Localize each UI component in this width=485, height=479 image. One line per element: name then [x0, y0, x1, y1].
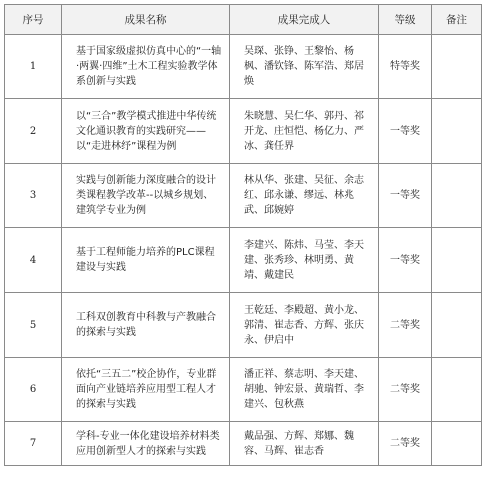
row-remarks [432, 99, 482, 164]
row-serial-number: 3 [5, 164, 62, 228]
row-serial-number: 1 [5, 35, 62, 99]
row-contributors [230, 358, 379, 422]
table-row [5, 164, 482, 228]
row-contributors [230, 35, 379, 99]
table-row [5, 358, 482, 422]
row-serial-number: 2 [5, 99, 62, 164]
header-grade: 等级 [379, 5, 432, 35]
row-remarks [432, 358, 482, 422]
result-name-text: 基于工程师能力培养的PLC课程建设与实践 [76, 247, 215, 273]
award-results-table [4, 4, 482, 466]
table-row [5, 293, 482, 358]
table-row [5, 99, 482, 164]
table-row [5, 228, 482, 293]
table-row [5, 422, 482, 466]
contributors-text: 朱晓慧、吴仁华、郭丹、祁开龙、庄恒恺、杨亿力、严冰、龚任界 [244, 110, 364, 152]
result-name-text: 实践与创新能力深度融合的设计类课程教学改革--以城乡规划、建筑学专业为例 [76, 175, 216, 216]
contributors-text: 吴琛、张铮、王黎怡、杨枫、潘钦锋、陈军浩、郑居焕 [244, 46, 364, 87]
row-contributors [230, 99, 379, 164]
row-grade: 特等奖 [379, 35, 432, 99]
result-name-text: 学科-专业一体化建设培养材料类应用创新型人才的探索与实践 [76, 430, 220, 457]
results-table-container [4, 4, 481, 475]
contributors-text: 王乾廷、李殿超、黄小龙、郭清、崔志香、方辉、张庆永、伊启中 [244, 304, 364, 346]
row-remarks [432, 228, 482, 293]
row-result-name [62, 99, 230, 164]
row-serial-number: 6 [5, 358, 62, 422]
row-result-name [62, 358, 230, 422]
row-contributors [230, 228, 379, 293]
row-serial-number: 5 [5, 293, 62, 358]
row-grade: 一等奖 [379, 164, 432, 228]
header-contributors: 成果完成人 [230, 5, 379, 35]
contributors-text: 戴品强、方辉、郑娜、魏容、马辉、崔志香 [244, 430, 354, 457]
result-name-text: 工科双创教育中科教与产教融合的探索与实践 [76, 312, 216, 338]
header-result-name: 成果名称 [62, 5, 230, 35]
row-contributors [230, 164, 379, 228]
row-grade: 二等奖 [379, 293, 432, 358]
table-row [5, 35, 482, 99]
row-grade: 一等奖 [379, 228, 432, 293]
contributors-text: 林从华、张建、吴征、余志红、邱永谦、缪远、林兆武、邱婉婷 [244, 175, 364, 216]
row-serial-number: 7 [5, 422, 62, 466]
row-result-name [62, 293, 230, 358]
row-result-name [62, 228, 230, 293]
row-result-name [62, 422, 230, 466]
contributors-text: 李建兴、陈炜、马莹、李天建、张秀珍、林明勇、黄靖、戴建民 [244, 239, 364, 281]
row-grade: 一等奖 [379, 99, 432, 164]
row-serial-number: 4 [5, 228, 62, 293]
row-grade: 二等奖 [379, 422, 432, 466]
header-remarks: 备注 [432, 5, 482, 35]
result-name-text: 以“三合”教学模式推进中华传统文化通识教育的实践研究——以“走进林纾”课程为例 [76, 110, 217, 152]
row-remarks [432, 293, 482, 358]
row-remarks [432, 422, 482, 466]
row-contributors [230, 422, 379, 466]
row-result-name [62, 164, 230, 228]
row-remarks [432, 35, 482, 99]
table-header-row [5, 5, 482, 35]
row-remarks [432, 164, 482, 228]
row-grade: 二等奖 [379, 358, 432, 422]
contributors-text: 潘正祥、蔡志明、李天建、胡驰、钟宏景、黄瑞哲、李建兴、包秋燕 [244, 369, 364, 410]
header-serial-number: 序号 [5, 5, 62, 35]
row-contributors [230, 293, 379, 358]
result-name-text: 基于国家级虚拟仿真中心的“一轴·两翼·四维”土木工程实验教学体系创新与实践 [76, 46, 222, 87]
row-result-name [62, 35, 230, 99]
result-name-text: 依托“三五二”校企协作，专业群面向产业链培养应用型工程人才的探索与实践 [76, 369, 217, 410]
